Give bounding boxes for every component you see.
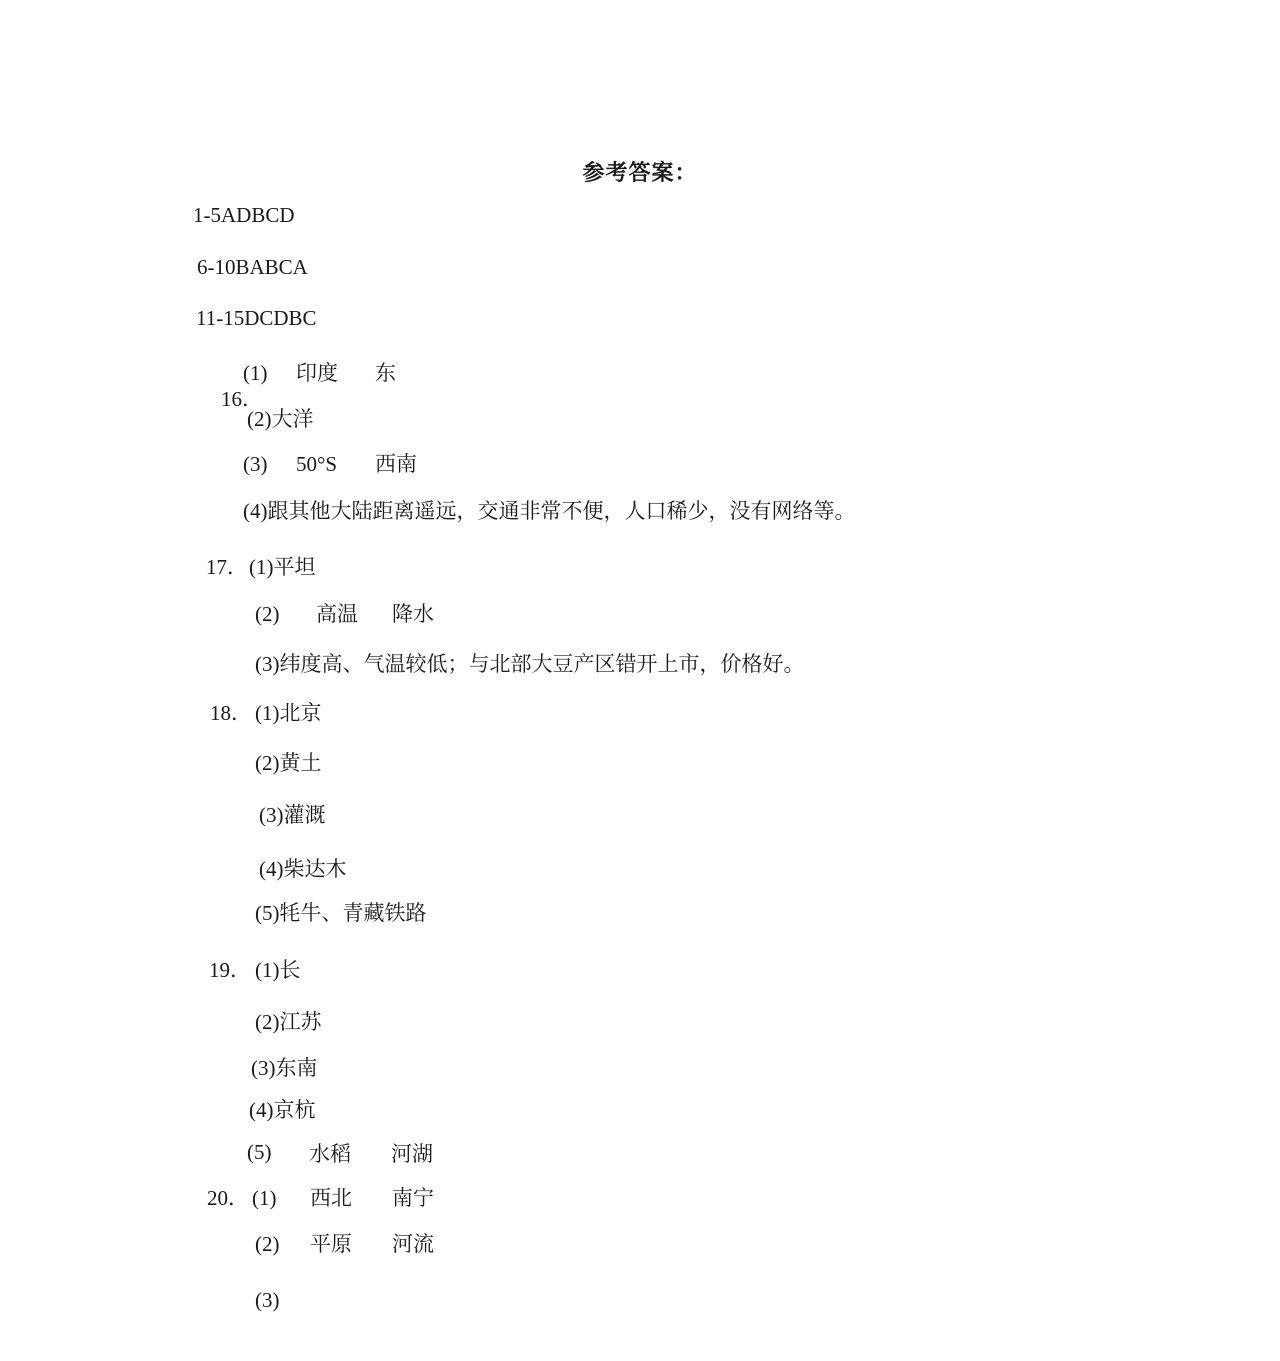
q18-part-5: (5)牦牛、青藏铁路 [255,901,427,925]
q16-number: 16． [221,387,263,411]
q20-part-3-label: (3) [255,1288,280,1312]
q17-part-2-label: (2) [255,602,280,626]
q19-part-1: (1)长 [255,958,301,982]
q19-number: 19． [209,958,251,982]
q16-part-3-answer-b: 西南 [375,452,417,476]
q18-part-1: (1)北京 [255,701,322,725]
q16-part-1-answer-a: 印度 [296,361,338,385]
q18-number: 18． [210,701,252,725]
q18-part-4: (4)柴达木 [259,857,347,881]
page-title: 参考答案： [582,160,698,185]
mc-answers-1-5: 1-5ADBCD [193,203,295,227]
q19-part-4: (4)京杭 [249,1098,316,1122]
q20-part-1-answer-a: 西北 [310,1186,352,1210]
q19-part-5-label: (5) [247,1140,272,1164]
q16-part-2: (2)大洋 [247,407,314,431]
q18-part-2: (2)黄土 [255,751,322,775]
q20-number: 20． [207,1186,249,1210]
mc-answers-11-15: 11-15DCDBC [196,306,317,330]
q17-number: 17． [206,555,248,579]
q17-part-1: (1)平坦 [249,555,316,579]
mc-answers-6-10: 6-10BABCA [197,255,308,279]
q16-part-4: (4)跟其他大陆距离遥远，交通非常不便，人口稀少，没有网络等。 [243,499,856,523]
q20-part-2-label: (2) [255,1232,280,1256]
q18-part-3: (3)灌溉 [259,803,326,827]
q17-part-2-answer-b: 降水 [392,602,434,626]
q20-part-2-answer-a: 平原 [310,1232,352,1256]
q20-part-2-answer-b: 河流 [392,1232,434,1256]
q17-part-3: (3)纬度高、气温较低；与北部大豆产区错开上市，价格好。 [255,652,805,676]
q19-part-2: (2)江苏 [255,1010,322,1034]
q19-part-3: (3)东南 [251,1056,318,1080]
q19-part-5-answer-b: 河湖 [391,1142,433,1166]
q16-part-3-answer-a: 50°S [296,452,338,476]
q16-part-1-answer-b: 东 [375,361,396,385]
q17-part-2-answer-a: 高温 [316,602,358,626]
q20-part-1-label: (1) [252,1186,277,1210]
q20-part-1-answer-b: 南宁 [392,1186,434,1210]
q16-part-1-label: (1) [243,361,268,385]
q19-part-5-answer-a: 水稻 [309,1142,351,1166]
q16-part-3-label: (3) [243,452,268,476]
